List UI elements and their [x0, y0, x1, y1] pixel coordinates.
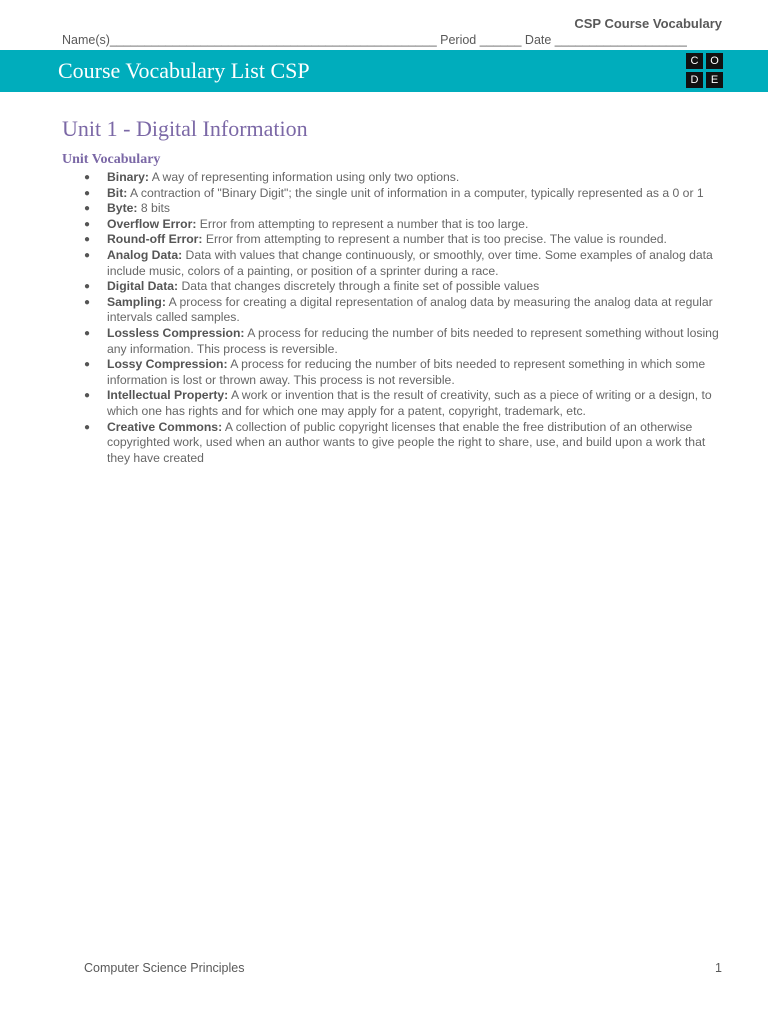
- vocab-term: Digital Data:: [107, 279, 179, 294]
- vocab-term: Creative Commons:: [107, 419, 223, 434]
- vocab-term: Intellectual Property:: [107, 388, 229, 403]
- vocabulary-list: [62, 170, 727, 466]
- vocabulary-item: [62, 232, 727, 248]
- bullet-icon: ●: [84, 234, 91, 246]
- vocab-term: Byte:: [107, 201, 138, 216]
- name-period-date-line: Name(s)_______________________________________________ Period ______ Date ___________________: [62, 33, 687, 47]
- vocab-definition: Error from attempting to represent a number that is too precise. The value is rounded.: [202, 232, 667, 247]
- vocab-term: Analog Data:: [107, 247, 183, 262]
- vocab-term: Lossy Compression:: [107, 357, 228, 372]
- logo-letter: O: [706, 53, 723, 69]
- logo-letter: D: [686, 72, 703, 88]
- bullet-icon: ●: [84, 218, 91, 230]
- unit-vocabulary-heading: Unit Vocabulary: [62, 152, 161, 167]
- vocabulary-item: [62, 388, 727, 419]
- vocab-term: Round-off Error:: [107, 232, 203, 247]
- vocab-term: Sampling:: [107, 294, 166, 309]
- bullet-icon: ●: [84, 187, 91, 199]
- vocab-definition: A process for reducing the number of bits needed to represent something without losing any information. This process is reversible.: [107, 325, 719, 356]
- bullet-icon: ●: [84, 249, 91, 261]
- vocab-definition: Data with values that change continuously, or smoothly, over time. Some examples of analog data include music, colors of a painting, or position of a sprinter during a race.: [107, 247, 713, 278]
- logo-letter: C: [686, 53, 703, 69]
- vocab-term: Overflow Error:: [107, 216, 197, 231]
- vocabulary-item: [62, 326, 727, 357]
- bullet-icon: ●: [84, 390, 91, 402]
- title-banner: [0, 50, 768, 92]
- vocabulary-item: [62, 420, 727, 467]
- vocab-definition: A collection of public copyright licenses that enable the free distribution of an otherwise copyrighted work, used when an author wants to give people the right to share, use, and build upon a work that they have created: [107, 419, 706, 465]
- vocabulary-item: [62, 357, 727, 388]
- vocabulary-item: [62, 170, 727, 186]
- vocab-definition: A process for creating a digital representation of analog data by measuring the analog data at regular intervals called samples.: [107, 294, 713, 325]
- vocabulary-item: [62, 248, 727, 279]
- vocab-definition: Error from attempting to represent a number that is too large.: [196, 216, 529, 231]
- vocabulary-item: [62, 186, 727, 202]
- bullet-icon: ●: [84, 172, 91, 183]
- bullet-icon: ●: [84, 281, 91, 293]
- vocabulary-item: [62, 279, 727, 295]
- bullet-icon: ●: [84, 296, 91, 308]
- vocab-term: Binary:: [107, 170, 149, 184]
- vocab-definition: Data that changes discretely through a finite set of possible values: [178, 279, 540, 294]
- footer-course-name: Computer Science Principles: [84, 961, 245, 975]
- banner-title: Course Vocabulary List CSP: [58, 58, 310, 83]
- page-number: 1: [715, 961, 722, 975]
- vocab-definition: A process for reducing the number of bits needed to represent something in which some information is lost or thrown away. This process is not reversible.: [107, 357, 706, 387]
- bullet-icon: ●: [84, 359, 91, 371]
- vocab-definition: A way of representing information using only two options.: [149, 170, 460, 184]
- document-title: CSP Course Vocabulary: [574, 16, 722, 31]
- code-org-logo: [686, 53, 724, 89]
- vocabulary-item: [62, 201, 727, 217]
- bullet-icon: ●: [84, 203, 91, 215]
- vocab-definition: A work or invention that is the result of creativity, such as a piece of writing or a design, to which one has rights and for which one may apply for a patent, copyright, trademark, etc.: [107, 388, 712, 418]
- vocab-term: Bit:: [107, 185, 128, 200]
- vocabulary-item: [62, 217, 727, 233]
- vocab-definition: A contraction of "Binary Digit"; the single unit of information in a computer, typically represented as a 0 or 1: [127, 185, 704, 200]
- vocab-definition: 8 bits: [137, 201, 171, 216]
- bullet-icon: ●: [84, 421, 91, 433]
- vocab-term: Lossless Compression:: [107, 325, 245, 340]
- vocabulary-item: [62, 295, 727, 326]
- logo-letter: E: [706, 72, 723, 88]
- bullet-icon: ●: [84, 327, 91, 339]
- unit-heading: Unit 1 - Digital Information: [62, 116, 308, 141]
